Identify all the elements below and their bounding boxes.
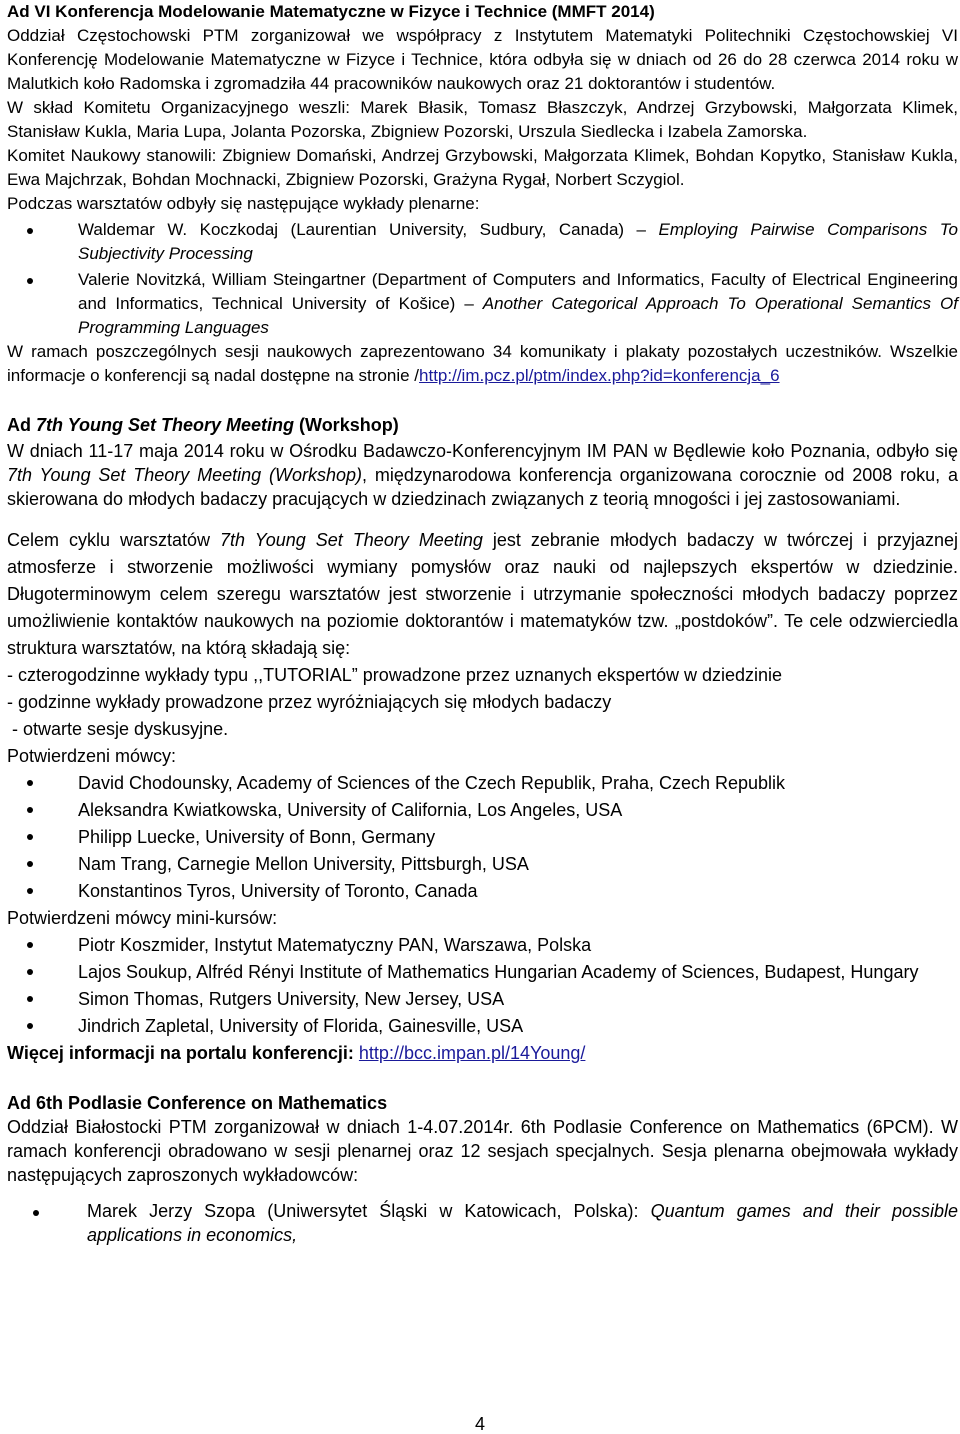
paragraph: Komitet Naukowy stanowili: Zbigniew Domański, Andrzej Grzybowski, Małgorzata Klimek, Bohdan Kopytko, Stanisław Kukla, Ewa Majchrzak, Bohdan Mochnacki, Zbigniew Pozorski, Grażyna Rygał, Norbert Sczygiol.	[7, 146, 958, 189]
section-mmft-2014	[7, 0, 958, 388]
bullet-icon	[27, 1023, 33, 1029]
invited-speakers-list	[7, 1199, 958, 1247]
paragraph: Oddział Częstochowski PTM zorganizował we współpracy z Instytutem Matematyki Politechniki Częstochowskiej VI Konferencję Modelowanie Matematyczne w Fizyce i Technice, która odbyła się w dniach od 26 do 28 czerwca 2014 roku w Malutkich koło Radomska i zgromadziła 44 pracowników naukowych oraz 21 doktorantów i studentów.	[7, 26, 958, 93]
list-item: David Chodounsky, Academy of Sciences of the Czech Republik, Praha, Czech Republik	[7, 770, 958, 797]
list-item: Piotr Koszmider, Instytut Matematyczny PAN, Warszawa, Polska	[7, 932, 958, 959]
list-item: Valerie Novitzká, William Steingartner (Department of Computers and Informatics, Faculty of Electrical Engineering and Informatics, Technical University of Košice) – Another Categorical Approach To Operational Semantics Of Programming Languages	[7, 268, 958, 340]
section-heading: Ad 6th Podlasie Conference on Mathematics	[7, 1093, 388, 1113]
speakers-list	[7, 770, 958, 905]
bullet-icon	[27, 996, 33, 1002]
section-heading: Ad VI Konferencja Modelowanie Matematyczne w Fizyce i Technice (MMFT 2014)	[7, 2, 655, 21]
mini-course-speakers-list	[7, 932, 958, 1040]
list-item: Philipp Luecke, University of Bonn, Germany	[7, 824, 958, 851]
list-item: Nam Trang, Carnegie Mellon University, Pittsburgh, USA	[7, 851, 958, 878]
paragraph: Oddział Białostocki PTM zorganizował w dniach 1-4.07.2014r. 6th Podlasie Conference on Mathematics (6PCM). W ramach konferencji obradowano w sesji plenarnej oraz 12 sesjach specjalnych. Sesja plenarna obejmowała wykłady następujących zaproszonych wykładowców:	[7, 1117, 958, 1185]
bullet-icon	[27, 228, 33, 234]
section-heading: Ad 7th Young Set Theory Meeting (Workshop)	[7, 415, 399, 435]
paragraph: W ramach poszczególnych sesji naukowych zaprezentowano 34 komunikaty i plakaty pozostałych uczestników. Wszelkie informacje o konferencji są nadal dostępne na stronie /http://im.pcz.pl/ptm/index.php?id=konferencja_6	[7, 342, 958, 385]
bullet-icon	[27, 807, 33, 813]
page-number: 4	[474, 1414, 485, 1434]
bullet-icon	[27, 969, 33, 975]
plenary-lectures-list	[7, 218, 958, 340]
document-page	[7, 0, 958, 1247]
paragraph: W skład Komitetu Organizacyjnego weszli: Marek Błasik, Tomasz Błaszczyk, Andrzej Grzybowski, Małgorzata Klimek, Stanisław Kukla, Maria Lupa, Jolanta Pozorska, Zbigniew Pozorski, Urszula Siedlecka i Izabela Zamorska.	[7, 98, 958, 141]
list-item: Konstantinos Tyros, University of Toronto, Canada	[7, 878, 958, 905]
paragraph: - czterogodzinne wykłady typu ,,TUTORIAL” prowadzone przez uznanych ekspertów w dziedzinie	[7, 665, 783, 685]
list-item: Jindrich Zapletal, University of Florida, Gainesville, USA	[7, 1013, 958, 1040]
paragraph: - godzinne wykłady prowadzone przez wyróżniających się młodych badaczy	[7, 692, 612, 712]
paragraph: - otwarte sesje dyskusyjne.	[7, 719, 229, 739]
bullet-icon	[27, 278, 33, 284]
paragraph: Więcej informacji na portalu konferencji: http://bcc.impan.pl/14Young/	[7, 1043, 586, 1063]
conference-portal-link[interactable]: http://bcc.impan.pl/14Young/	[358, 1043, 586, 1063]
paragraph: Celem cyklu warsztatów 7th Young Set Theory Meeting jest zebranie młodych badaczy w twórczej i przyjaznej atmosferze i stworzenie możliwości wymiany pomysłów oraz nauki od najlepszych ekspertów w dziedzinie. Długoterminowym celem szeregu warsztatów jest stworzenie i utrzymanie społeczności młodych badaczy poprzez umożliwienie kontaktów naukowych na poziomie doktorantów i matematyków tzw. „postdoków”. Te cele odzwierciedla struktura warsztatów, na którą składają się:	[7, 530, 958, 658]
bullet-icon	[27, 780, 33, 786]
paragraph: W dniach 11-17 maja 2014 roku w Ośrodku Badawczo-Konferencyjnym IM PAN w Będlewie koło Poznania, odbyło się 7th Young Set Theory Meeting (Workshop), międzynarodowa konferencja organizowana corocznie od 2008 roku, a skierowana do młodych badaczy pracujących w dziedzinach związanych z teorią mnogości i jej zastosowaniami.	[7, 441, 958, 509]
paragraph: Potwierdzeni mówcy mini-kursów:	[7, 908, 278, 928]
section-podlasie-conference	[7, 1091, 958, 1247]
bullet-icon	[27, 861, 33, 867]
bullet-icon	[27, 834, 33, 840]
list-item: Waldemar W. Koczkodaj (Laurentian University, Sudbury, Canada) – Employing Pairwise Comparisons To Subjectivity Processing	[7, 218, 958, 266]
section-young-set-theory	[7, 412, 958, 1067]
list-item: Lajos Soukup, Alfréd Rényi Institute of Mathematics Hungarian Academy of Sciences, Budapest, Hungary	[7, 959, 958, 986]
paragraph: Podczas warsztatów odbyły się następujące wykłady plenarne:	[7, 194, 480, 213]
bullet-icon	[27, 942, 33, 948]
bullet-icon	[27, 888, 33, 894]
list-item: Aleksandra Kwiatkowska, University of California, Los Angeles, USA	[7, 797, 958, 824]
bullet-icon	[33, 1210, 39, 1216]
list-item: Marek Jerzy Szopa (Uniwersytet Śląski w Katowicach, Polska): Quantum games and their possible applications in economics,	[7, 1199, 958, 1247]
conference-link[interactable]: http://im.pcz.pl/ptm/index.php?id=konferencja_6	[419, 366, 780, 385]
list-item: Simon Thomas, Rutgers University, New Jersey, USA	[7, 986, 958, 1013]
paragraph: Potwierdzeni mówcy:	[7, 746, 177, 766]
